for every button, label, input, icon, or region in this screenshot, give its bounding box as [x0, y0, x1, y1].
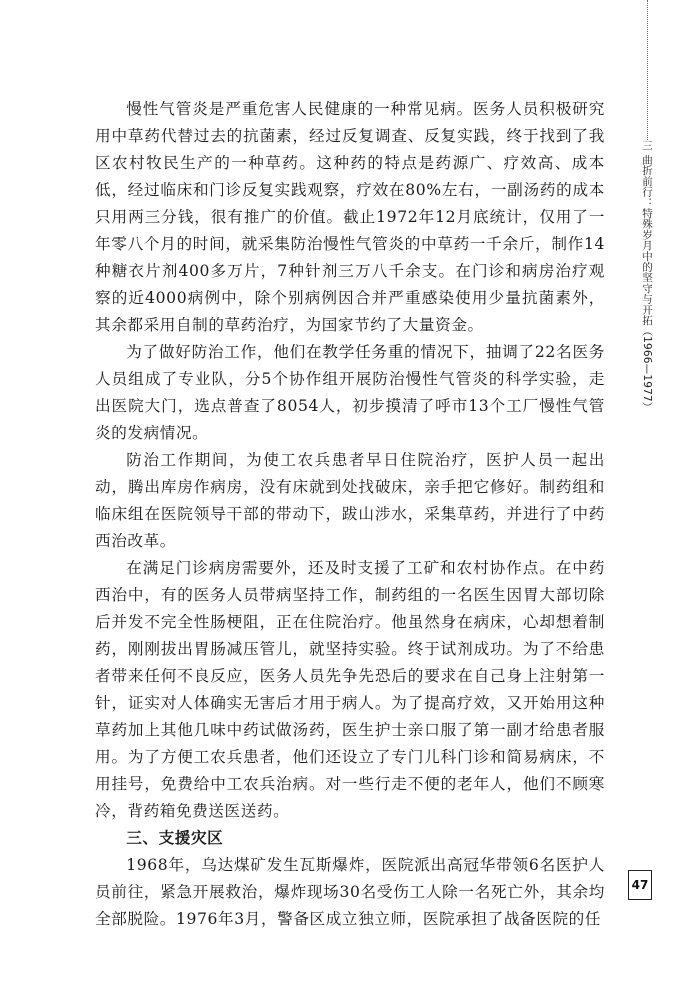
page-number: 47 — [631, 878, 649, 892]
running-head-dotted-rule — [647, 0, 649, 140]
page-number-box — [628, 870, 652, 900]
paragraph-3: 防治工作期间，为使工农兵患者早日住院治疗，医护人员一起出动，腾出库房作病房，没有床就到处找破床，亲手把它修好。制药组和临床组在医院领导干部的带动下，跋山涉水，采集草药，并进行了中药西治改革。 — [95, 451, 605, 550]
running-head: 三 曲折前行：特殊岁月中的坚守与开拓（1966—1977） — [641, 140, 653, 413]
section-heading: 三、支援灾区 — [126, 829, 224, 847]
paragraph-5: 1968年，乌达煤矿发生瓦斯爆炸，医院派出高冠华带领6名医护人员前往，紧急开展救治，爆炸现场30名受伤工人除一名死亡外，其余均全部脱险。1976年3月，警备区成立独立师，医院承担了战备医院的任 — [95, 856, 605, 928]
paragraph-2: 为了做好防治工作，他们在教学任务重的情况下，抽调了22名医务人员组成了专业队，分5个协作组开展防治慢性气管炎的科学实验，走出医院大门，选点普查了8054人，初步摸清了呼市13个工厂慢性气管炎的发病情况。 — [95, 343, 605, 442]
paragraph-4: 在满足门诊病房需要外，还及时支援了工矿和农村协作点。在中药西治中，有的医务人员带病坚持工作，制药组的一名医生因胃大部切除后并发不完全性肠梗阻，正在住院治疗。他虽然身在病床，心却想着制药，刚刚拔出胃肠减压管儿，就坚持实验。终于试剂成功。为了不给患者带来任何不良反应，医务人员先争先恐后的要求在自己身上注射第一针，证实对人体确实无害后才用于病人。为了提高疗效，又开始用这种草药加上其他几味中药试做汤药，医生护士亲口服了第一副才给患者服用。为了方便工农兵患者，他们还设立了专门儿科门诊和简易病床，不用挂号，免费给中工农兵治病。对一些行走不便的老年人，他们不顾寒冷，背药箱免费送医送药。 — [95, 559, 605, 820]
body-text — [95, 96, 605, 933]
paragraph-1: 慢性气管炎是严重危害人民健康的一种常见病。医务人员积极研究用中草药代替过去的抗菌素，经过反复调查、反复实践，终于找到了我区农村牧民生产的一种草药。这种药的特点是药源广、疗效高、成本低，经过临床和门诊反复实践观察，疗效在80%左右，一副汤药的成本只用两三分钱，很有推广的价值。截止1972年12月底统计，仅用了一年零八个月的时间，就采集防治慢性气管炎的中草药一千余斤，制作14种糖衣片剂400多万片，7种针剂三万八千余支。在门诊和病房治疗观察的近4000病例中，除个别病例因合并严重感染使用少量抗菌素外，其余都采用自制的草药治疗，为国家节约了大量资金。 — [95, 100, 605, 334]
